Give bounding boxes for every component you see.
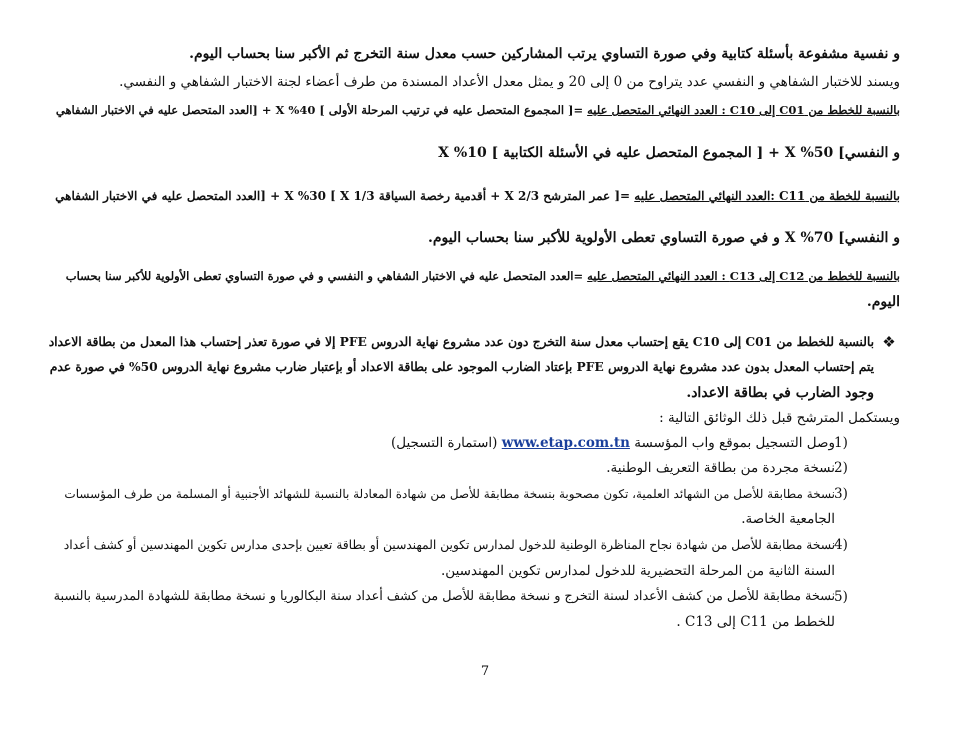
intro-line-1 xyxy=(50,44,900,64)
item-2-number: 2) xyxy=(834,460,848,476)
item-3-number: 3) xyxy=(834,486,848,502)
item-1-text: وصل التسجيل بموقع واب المؤسسة xyxy=(634,435,835,451)
formula-1-expression: =[ المجموع المتحصل عليه في ترتيب المرحلة الأولى ] X %40 + [العدد المتحصل عليه في الاختبار الشفاهي xyxy=(55,103,584,117)
item-5-line-1: نسخة مطابقة للأصل من كشف الأعداد لسنة التخرج و نسخة مطابقة للأصل من كشف أعداد سنة البكالوريا و نسخة مطابقة للشهادة المدرسية بالنسبة xyxy=(53,589,835,604)
formula-3-expression: =العدد المتحصل عليه في الاختبار الشفاهي و النفسي و في صورة التساوي تعطى الأولوية للأكبر سنا بحساب xyxy=(65,269,584,283)
intro-line-2: ويسند للاختبار الشفاهي و النفسي عدد يتراوح من 0 إلى 20 و يمثل معدل الأعداد المسندة من طرف أعضاء لجنة الاختبار الشفاهي و النفسي. xyxy=(119,74,900,90)
item-1-note: (استمارة التسجيل) xyxy=(390,435,498,451)
documents-heading: ويستكمل المترشح قبل ذلك الوثائق التالية : xyxy=(659,410,900,426)
note-line-1: بالنسبة للخطط من C01 إلى C10 يقع إحتساب معدل سنة التخرج دون عدد مشروع نهاية الدروس PFE إلا في صورة تعذر إحتساب هذا المعدل من بطاقة الاعداد xyxy=(48,334,874,349)
page-number: 7 xyxy=(480,664,490,679)
note-line-2: يتم إحتساب المعدل بدون عدد مشروع نهاية الدروس PFE بإعتاد الضارب الموجود على بطاقة الاعداد أو بإعتبار ضارب مشروع نهاية الدروس 50% في صورة عدم xyxy=(49,359,874,374)
item-2-text: نسخة مجردة من بطاقة التعريف الوطنية. xyxy=(606,460,835,476)
item-5-number: 5) xyxy=(834,589,848,605)
intro-text-1: و نفسية مشفوعة بأسئلة كتابية وفي صورة التساوي يرتب المشاركين حسب معدل سنة التخرج ثم الأكبر سنا بحساب اليوم. xyxy=(189,46,900,62)
formula-2-line-2: و النفسي] X %70 و في صورة التساوي تعطى الأولوية للأكبر سنا بحساب اليوم. xyxy=(427,230,900,246)
formula-1-line-1 xyxy=(50,100,900,120)
item-1 xyxy=(55,433,835,453)
note-line-3: وجود الضارب في بطاقة الاعداد. xyxy=(686,385,874,401)
formula-2-label: بالنسبة للخطة من C11 :العدد النهائي المتحصل عليه xyxy=(634,189,900,203)
item-5-line-2: للخطط من C11 إلى C13 . xyxy=(676,614,835,630)
formula-3-label: بالنسبة للخطط من C12 إلى C13 : العدد النهائي المتحصل عليه xyxy=(587,269,900,283)
item-4-line-1: نسخة مطابقة للأصل من شهادة نجاح المناظرة الوطنية للدخول لمدارس تكوين المهندسين أو بطاقة تعيين بإحدى مدارس تكوين المهندسين أو كشف أعداد xyxy=(63,538,835,552)
formula-3-line-2: اليوم. xyxy=(866,294,900,310)
item-3-line-2: الجامعية الخاصة. xyxy=(741,511,835,527)
formula-1-line-2: و النفسي] X %50 + [ المجموع المتحصل عليه في الأسئلة الكتابية ] X %10 xyxy=(438,145,900,161)
formula-1-label: بالنسبة للخطط من C01 إلى C10 : العدد النهائي المتحصل عليه xyxy=(587,103,900,117)
item-4-number: 4) xyxy=(834,537,848,553)
diamond-bullet-icon: ❖ xyxy=(882,333,896,351)
formula-2-line-1 xyxy=(50,186,900,206)
formula-2-expression: =[ عمر المترشح X 2/3 + أقدمية رخصة السياقة X 1/3 ] X %30 + [العدد المتحصل عليه في الاختبار الشفاهي xyxy=(55,189,631,203)
item-1-number: 1) xyxy=(834,435,848,451)
formula-3-line-1 xyxy=(50,266,900,286)
item-3-line-1: نسخة مطابقة للأصل من الشهائد العلمية، تكون مصحوبة بنسخة مطابقة للأصل من شهادة المعادلة بالنسبة للشهائد الأجنبية أو المسلمة من طرف المؤسسات xyxy=(64,487,835,501)
etap-website-link[interactable]: www.etap.com.tn xyxy=(501,435,630,451)
item-4-line-2: السنة الثانية من المرحلة التحضيرية للدخول لمدارس تكوين المهندسين. xyxy=(441,563,835,579)
